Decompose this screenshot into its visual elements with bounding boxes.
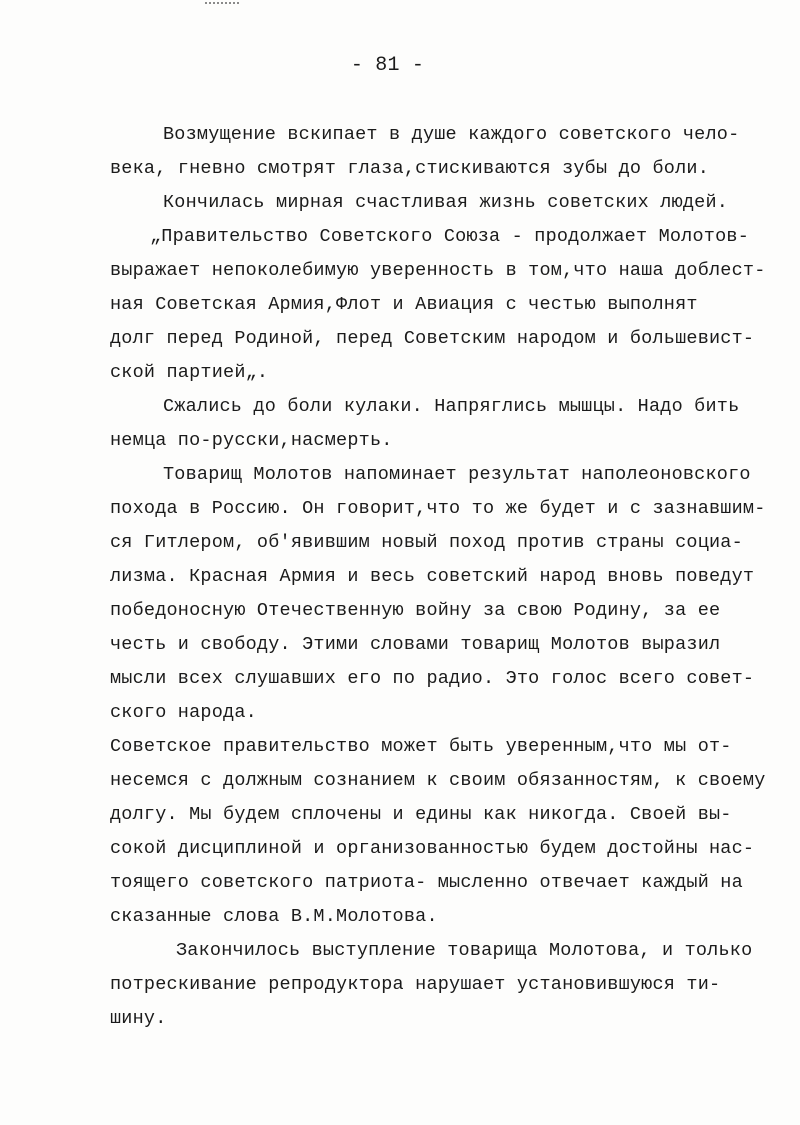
- text-line: „Правительство Советского Союза - продолжает Молотов-: [150, 226, 749, 247]
- text-line: долг перед Родиной, перед Советским народом и большевист-: [110, 328, 755, 349]
- text-line: Сжались до боли кулаки. Напряглись мышцы. Надо бить: [163, 396, 740, 417]
- page-number: - 81 -: [350, 54, 425, 77]
- text-line: сказанные слова В.М.Молотова.: [110, 906, 438, 927]
- text-line: века, гневно смотрят глаза,стискиваются зубы до боли.: [110, 158, 709, 179]
- text-line: ской партией„.: [110, 362, 269, 383]
- text-line: немца по-русски,насмерть.: [110, 430, 393, 451]
- text-line: Кончилась мирная счастливая жизнь советских людей.: [163, 192, 729, 213]
- text-line: сокой дисциплиной и организованностью будем достойны нас-: [110, 838, 755, 859]
- text-line: похода в Россию. Он говорит,что то же будет и с зазнавшим-: [110, 498, 766, 519]
- text-line: Возмущение вскипает в душе каждого советского чело-: [163, 124, 740, 145]
- scan-edge-mark: [205, 2, 239, 7]
- text-line: мысли всех слушавших его по радио. Это голос всего совет-: [110, 668, 755, 689]
- text-line: ся Гитлером, об'явившим новый поход против страны социа-: [110, 532, 743, 553]
- text-line: долгу. Мы будем сплочены и едины как никогда. Своей вы-: [110, 804, 732, 825]
- text-line: Советское правительство может быть уверенным,что мы от-: [110, 736, 732, 757]
- text-line: победоносную Отечественную войну за свою Родину, за ее: [110, 600, 721, 621]
- text-line: лизма. Красная Армия и весь советский народ вновь поведут: [110, 566, 755, 587]
- text-line: несемся с должным сознанием к своим обязанностям, к своему: [110, 770, 766, 791]
- text-line: тоящего советского патриота- мысленно отвечает каждый на: [110, 872, 743, 893]
- text-line: Закончилось выступление товарища Молотова, и только: [176, 940, 753, 961]
- text-line: выражает непоколебимую уверенность в том,что наша доблест-: [110, 260, 766, 281]
- text-line: шину.: [110, 1008, 167, 1029]
- text-line: ная Советская Армия,Флот и Авиация с честью выполнят: [110, 294, 698, 315]
- text-line: Товарищ Молотов напоминает результат наполеоновского: [163, 464, 751, 485]
- text-line: честь и свободу. Этими словами товарищ Молотов выразил: [110, 634, 721, 655]
- text-line: потрескивание репродуктора нарушает установившуюся ти-: [110, 974, 721, 995]
- text-line: ского народа.: [110, 702, 257, 723]
